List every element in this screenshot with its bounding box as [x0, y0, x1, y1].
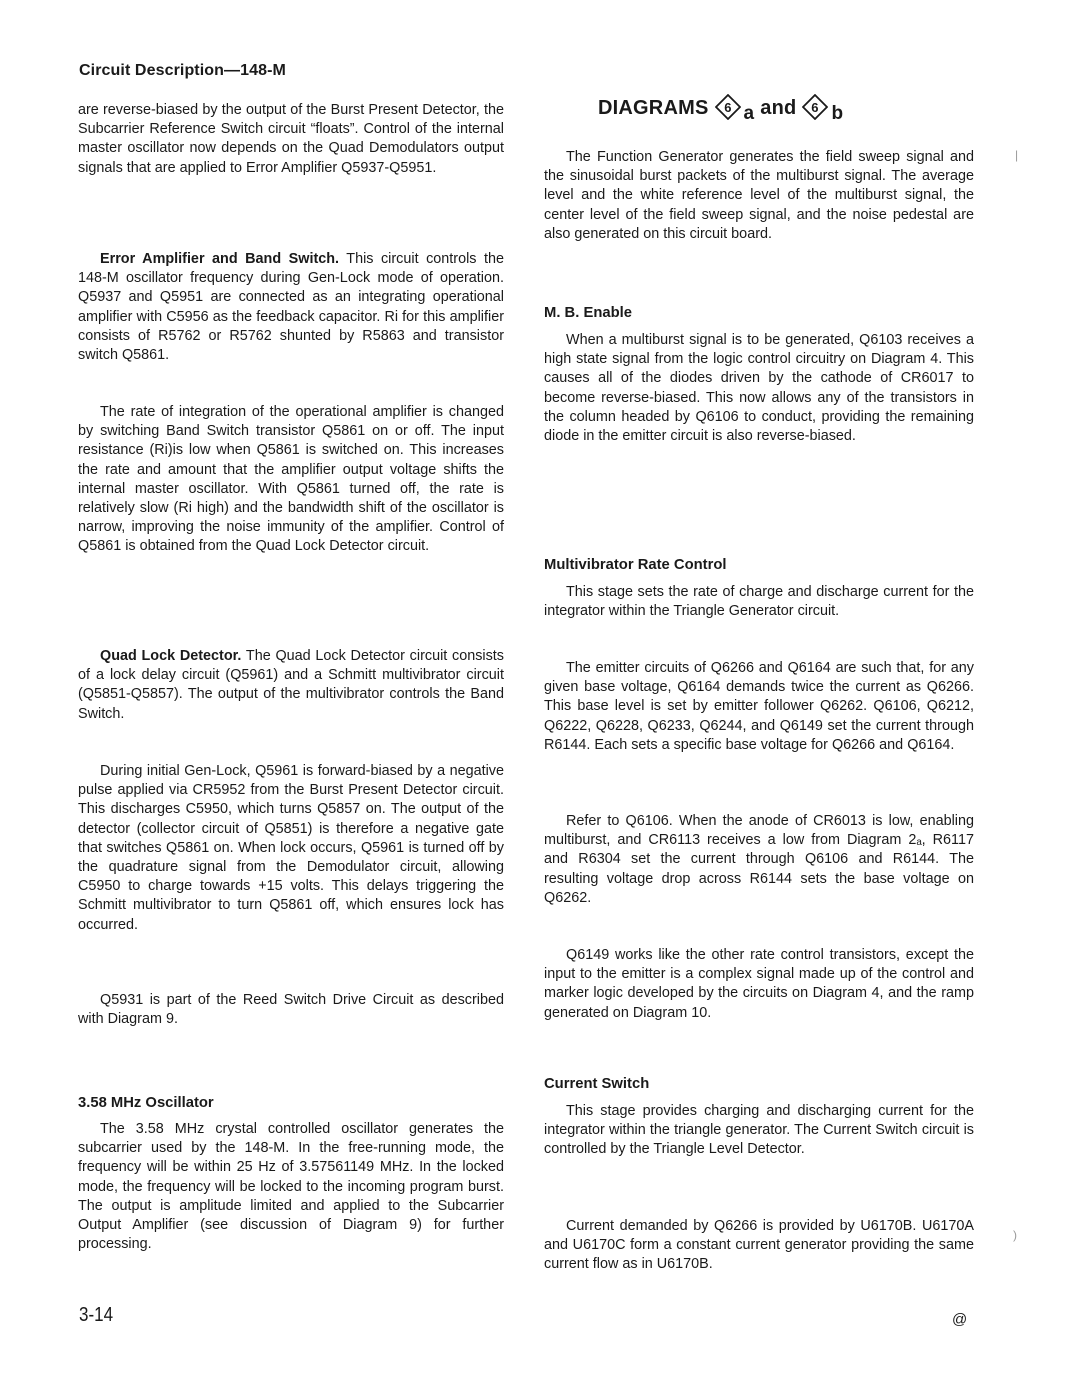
- mb-enable-paragraph: When a multiburst signal is to be generated, Q6103 receives a high state signal from the logic control circuitry on Diagram 4. This causes all of the diodes driven by the cathode of CR6017 to become reverse-biased. This now allows any of the transistors in the column headed by Q6106 to conduct, providing the remaining diode in the emitter circuit is also reverse-biased.: [544, 332, 974, 445]
- page-number: 3-14: [79, 1304, 114, 1326]
- diagrams-title-prefix: DIAGRAMS: [598, 97, 709, 119]
- gen-lock-paragraph: During initial Gen-Lock, Q5961 is forward-biased by a negative pulse applied via CR5952 from the Burst Present Detector circuit. This discharges C5950, which turns Q5857 on. The output of the detector (collector circuit of Q5851) is therefore a negative gate that switches Q5861 on. When lock occurs, Q5961 is turned off by the quadrature signal from the Demodulator circuit, allowing C5950 to charge towards +15 volts. This delays triggering the Schmitt multivibrator to turn Q5861 off, which ensures lock has occurred.: [78, 763, 504, 933]
- current-switch-paragraph-2: Current demanded by Q6266 is provided by U6170B. U6170A and U6170C form a constant current generator providing the same current flow as in U6170B.: [544, 1218, 974, 1273]
- svg-text:6: 6: [723, 100, 732, 115]
- footer-mark: @: [952, 1311, 968, 1328]
- mb-enable-heading: M. B. Enable: [544, 305, 632, 321]
- quad-lock-detector-paragraph: [78, 647, 504, 724]
- rate-of-integration-paragraph: The rate of integration of the operational amplifier is changed by switching Band Switch transistor Q5861 on or off. The input resistance (Ri)is low when Q5861 is switched on. This increases the rate and amount that the amplifier output voltage shifts the internal master oscillator. With Q5861 turned off, the rate is relatively slow (Ri high) and the bandwidth shift of the oscillator is narrow, improving the noise immunity of the amplifier. Control of Q5861 is obtained from the Quad Lock Detector circuit.: [78, 404, 504, 555]
- oscillator-heading: 3.58 MHz Oscillator: [78, 1095, 214, 1111]
- function-generator-intro: The Function Generator generates the field sweep signal and the sinusoidal burst packets of the multiburst signal. The average level and the white reference level of the multiburst signal, the center level of the field sweep signal, and the noise pedestal are also generated on this circuit board.: [544, 149, 974, 242]
- current-switch-paragraph-1: This stage provides charging and discharging current for the integrator within the triangle generator. The Current Switch circuit is controlled by the Triangle Level Detector.: [544, 1103, 974, 1158]
- diagrams-title-suffix-b: b: [831, 103, 844, 124]
- page-header-title: Circuit Description—148-M: [79, 62, 286, 79]
- diagram-number-diamond-icon: [802, 94, 828, 120]
- current-switch-heading: Current Switch: [544, 1076, 650, 1092]
- quad-lock-detector-text: The Quad Lock Detector circuit consists of a lock delay circuit (Q5961) and a Schmitt multivibrator circuit (Q5851-Q5857). The output of the multivibrator controls the Band Switch.: [78, 648, 504, 722]
- error-amplifier-runin: Error Amplifier and Band Switch.: [100, 251, 340, 267]
- multivibrator-rate-paragraph-3: Refer to Q6106. When the anode of CR6013 is low, enabling multiburst, and CR6113 receives a low from Diagram 2ₐ, R6117 and R6304 set the current through Q6106 and R6144. The resulting voltage drop across R6144 sets the base voltage on Q6262.: [544, 813, 974, 906]
- multivibrator-rate-paragraph-4: Q6149 works like the other rate control transistors, except the input to the emitter is a complex signal made up of the control and marker logic developed by the circuits on Diagram 4, and the ramp generated on Diagram 10.: [544, 947, 974, 1021]
- margin-scan-mark: |: [1015, 148, 1019, 162]
- diagrams-title-conjunction: and: [760, 97, 797, 119]
- diagrams-title-suffix-a: a: [743, 103, 755, 124]
- quad-lock-detector-runin: Quad Lock Detector.: [100, 648, 242, 664]
- margin-scan-mark: ): [1013, 1228, 1017, 1242]
- diagram-number-diamond-icon: [715, 94, 741, 120]
- svg-text:6: 6: [811, 100, 820, 115]
- multivibrator-rate-paragraph-1: This stage sets the rate of charge and discharge current for the integrator within the Triangle Generator circuit.: [544, 584, 974, 620]
- diagrams-title: [598, 94, 849, 124]
- oscillator-paragraph: The 3.58 MHz crystal controlled oscillator generates the subcarrier used by the 148-M. In the free-running mode, the frequency will be within 25 Hz of 3.57561149 MHz. In the locked mode, the frequency will be locked to the incoming program burst. The output is amplitude limited and applied to the Subcarrier Output Amplifier (see discussion of Diagram 9) for further processing.: [78, 1121, 504, 1253]
- error-amplifier-paragraph: [78, 250, 504, 365]
- reed-switch-paragraph: Q5931 is part of the Reed Switch Drive Circuit as described with Diagram 9.: [78, 992, 504, 1028]
- intro-paragraph: are reverse-biased by the output of the Burst Present Detector, the Subcarrier Reference Switch circuit “floats”. Control of the internal master oscillator now depends on the Quad Demodulators output signals that are applied to Error Amplifier Q5937-Q5951.: [78, 102, 504, 176]
- multivibrator-rate-heading: Multivibrator Rate Control: [544, 557, 727, 573]
- error-amplifier-text: This circuit controls the 148-M oscillator frequency during Gen-Lock mode of operation. Q5937 and Q5951 are connected as an integrating operational amplifier with C5956 as the feedback capacitor. Ri for this amplifier consists of R5762 or R5762 shunted by R5863 and transistor switch Q5861.: [78, 251, 504, 364]
- multivibrator-rate-paragraph-2: The emitter circuits of Q6266 and Q6164 are such that, for any given base voltage, Q6164 demands twice the current as Q6266. This base level is set by emitter follower Q6262. Q6106, Q6212, Q6222, Q6228, Q6233, Q6244, and Q6149 set the current through R6144. Each sets a specific base voltage for Q6266 and Q6164.: [544, 660, 974, 753]
